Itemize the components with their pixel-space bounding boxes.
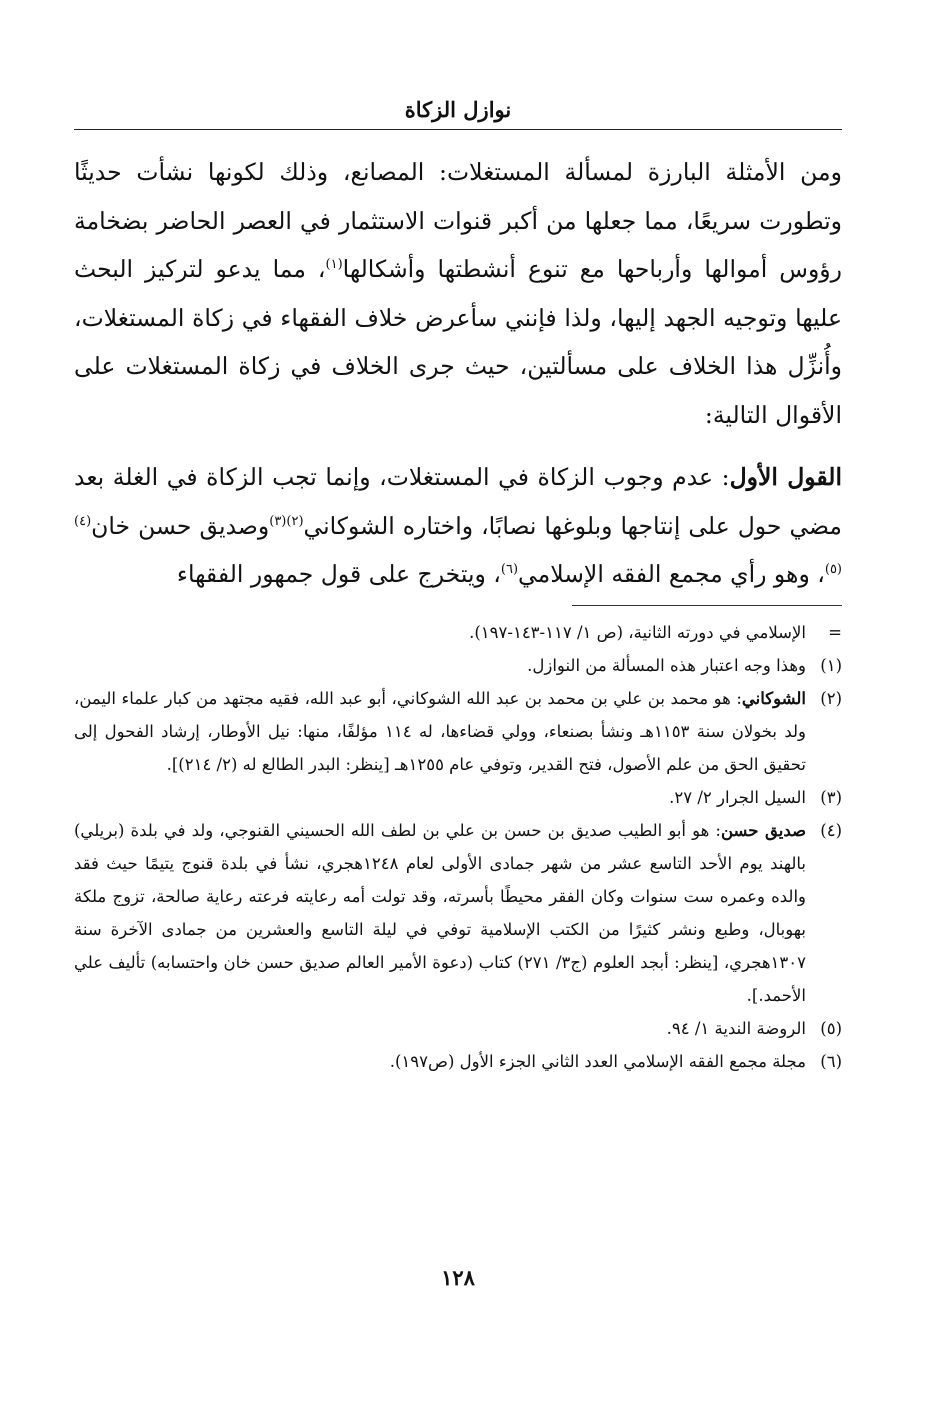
footnote-ref-2-3[interactable]: (٢)(٣): [269, 513, 304, 529]
footnote-ref-4-5[interactable]: (٤)(٥): [74, 513, 842, 578]
footnote-text: [74, 781, 806, 814]
paragraph-2-text-c: ، وهو رأي مجمع الفقه الإسلامي: [518, 560, 825, 588]
footnote-ref-1[interactable]: (١): [325, 257, 343, 273]
footnote-number: (٦): [820, 1052, 842, 1071]
footnote-body: الروضة الندية ١/ ٩٤.: [666, 1019, 806, 1038]
footnote-3: [74, 781, 842, 814]
running-header: نوازل الزكاة: [404, 97, 512, 122]
footnote-text: [74, 814, 806, 1012]
footnote-body: وهذا وجه اعتبار هذه المسألة من النوازل.: [527, 656, 806, 675]
paragraph-2-text-b: وصديق حسن خان: [91, 511, 270, 540]
header-rule: [74, 129, 842, 130]
footnote-text: [74, 1045, 806, 1078]
main-text: [74, 148, 842, 599]
footnote-number: (٢): [820, 689, 842, 708]
footnote-4: [74, 814, 842, 1012]
continuation-text: الإسلامي في دورته الثانية، (ص ١/ ١١٧-١٤٣-١٩٧).: [469, 623, 806, 642]
footnote-6: [74, 1045, 842, 1078]
paragraph-2-text-a: : عدم وجوب الزكاة في المستغلات، وإنما تجب الزكاة في الغلة بعد مضي حول على إنتاجها وبلوغها نصابًا، واختاره الشوكاني: [74, 463, 843, 540]
footnote-number: (٤): [820, 821, 842, 840]
footnote-body: : هو محمد بن علي بن محمد بن عبد الله الشوكاني، أبو عبد الله، فقيه مجتهد من كبار علماء اليمن، ولد بخولان سنة ١١٥٣هـ ونشأ بصنعاء، وولي قضاءها، له ١١٤ مؤلفًا، منها: نيل الأوطار، إرشاد الفحول إلى تحقيق الحق من علم الأصول، فتح القدير، وتوفي عام ١٢٥٥هـ [ينظر: البدر الطالع له (٢/ ٢١٤)].: [74, 689, 806, 774]
footnote-number: (٣): [820, 788, 842, 807]
footnote-body: السيل الجرار ٢/ ٢٧.: [669, 788, 806, 807]
footnote-2: [74, 682, 842, 781]
footnote-ref-6[interactable]: (٦): [500, 562, 519, 578]
paragraph-1-rest: ، مما يدعو لتركيز البحث عليها وتوجيه الجهد إليها، ولذا فإنني سأعرض خلاف الفقهاء في زكاة المستغلات، وأُنزِّل هذا الخلاف على مسألتين، حيث جرى الخلاف في زكاة المستغلات على الأقوال التالية:: [74, 255, 842, 429]
paragraph-1: [74, 148, 842, 439]
footnote-separator: [572, 605, 842, 606]
continuation-mark: =: [828, 623, 842, 642]
paragraph-2: [74, 453, 842, 599]
paragraph-1-text: ومن الأمثلة البارزة لمسألة المستغلات: المصانع، وذلك لكونها نشأت حديثًا وتطورت سريعًا، مما جعلها من أكبر قنوات الاستثمار في العصر الحاضر بضخامة رؤوس أموالها وأرباحها مع تنوع أنشطتها وأشكالها: [74, 158, 843, 283]
first-opinion-heading: القول الأول: [729, 463, 842, 491]
footnote-text: [74, 682, 806, 781]
footnote-5: [74, 1012, 842, 1045]
footnote-body: : هو أبو الطيب صديق بن حسن بن علي بن لطف الله الحسيني القنوجي، ولد في بلدة (بريلي) بالهند يوم الأحد التاسع عشر من شهر جمادى الأولى لعام ١٢٤٨هجري، نشأ في بلدة قنوج يتيمًا حيث فقد والده وعمره ست سنوات وكان الفقر محيطًا بأسرته، وقد تولت أمه رعايته فرعته رعاية صالحة، تزوج ملكة بهوبال، وطبع ونشر كثيرًا من الكتب الإسلامية توفي في ليلة التاسع والعشرين من جمادى الآخرة سنة ١٣٠٧هجري، [ينظر: أبجد العلوم (ج٣/ ٢٧١) كتاب (دعوة الأمير العالم صديق حسن خان واحتسابه) تأليف علي الأحمد.].: [74, 821, 807, 1005]
footnote-body: مجلة مجمع الفقه الإسلامي العدد الثاني الجزء الأول (ص١٩٧).: [389, 1052, 806, 1071]
footnote-text: [74, 649, 806, 682]
footnote-number: (٥): [820, 1019, 842, 1038]
footnote-continuation: [74, 616, 842, 649]
footnote-bold-term: الشوكاني: [741, 689, 806, 708]
footnote-number: (١): [820, 656, 842, 675]
footnote-bold-term: صديق حسن: [720, 821, 807, 840]
footnote-text: [74, 1012, 806, 1045]
paragraph-2-text-d: ، ويتخرج على قول جمهور الفقهاء: [176, 560, 501, 588]
footnote-1: [74, 649, 842, 682]
page-number: ١٢٨: [441, 1265, 475, 1290]
footnotes: [74, 616, 842, 1078]
